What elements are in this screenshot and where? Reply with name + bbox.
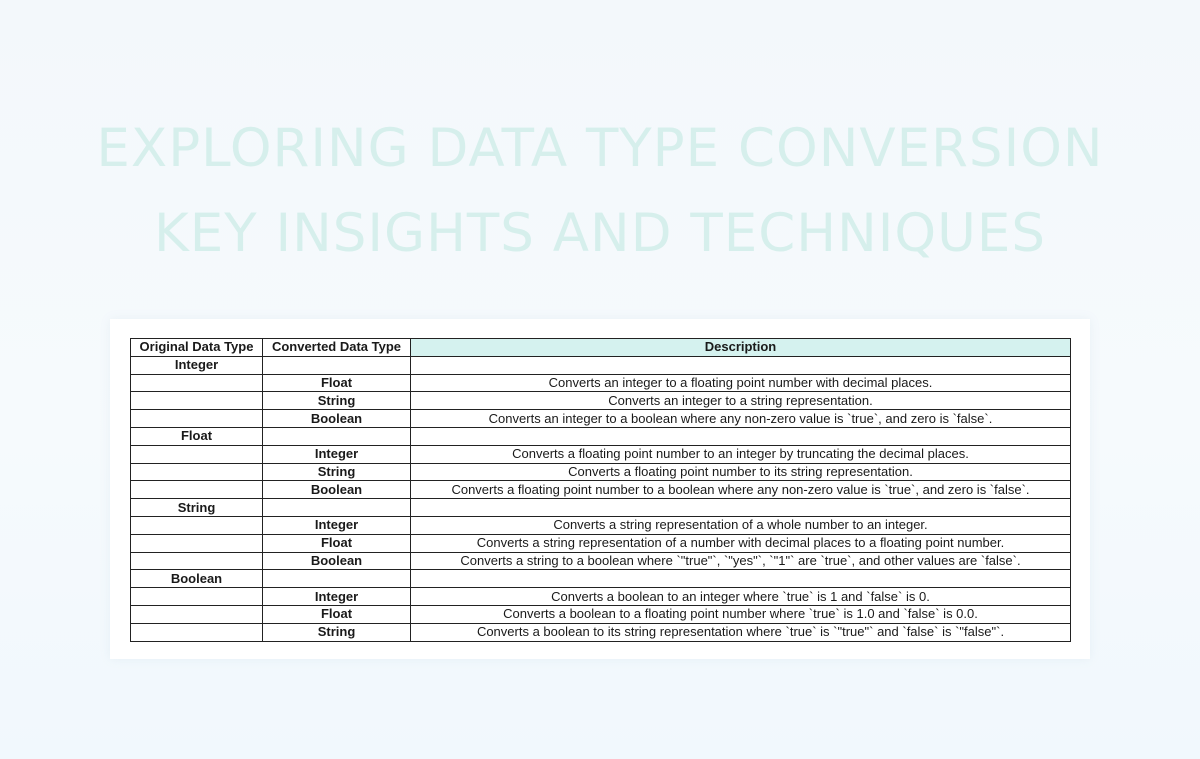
table-header-row xyxy=(131,339,1071,357)
cell-converted-type: Float xyxy=(263,534,411,552)
cell-original-type xyxy=(131,481,263,499)
cell-description: Converts an integer to a floating point number with decimal places. xyxy=(411,374,1071,392)
cell-converted-type: Float xyxy=(263,605,411,623)
cell-original-type: Boolean xyxy=(131,570,263,588)
cell-original-type xyxy=(131,392,263,410)
table-row xyxy=(131,499,1071,517)
cell-converted-type: String xyxy=(263,623,411,641)
table-row xyxy=(131,570,1071,588)
cell-converted-type: Integer xyxy=(263,516,411,534)
cell-description: Converts a boolean to its string representation where `true` is `"true"` and `false` is `"false"`. xyxy=(411,623,1071,641)
cell-original-type xyxy=(131,623,263,641)
cell-converted-type xyxy=(263,499,411,517)
table-row xyxy=(131,410,1071,428)
cell-description: Converts an integer to a string representation. xyxy=(411,392,1071,410)
header-original-type: Original Data Type xyxy=(131,339,263,357)
header-description: Description xyxy=(411,339,1071,357)
cell-original-type xyxy=(131,605,263,623)
table-row xyxy=(131,374,1071,392)
table-row xyxy=(131,588,1071,606)
page-title-line-2: KEY INSIGHTS AND TECHNIQUES xyxy=(153,203,1046,264)
cell-description: Converts a boolean to an integer where `true` is 1 and `false` is 0. xyxy=(411,588,1071,606)
cell-original-type: Integer xyxy=(131,356,263,374)
cell-original-type: String xyxy=(131,499,263,517)
cell-original-type xyxy=(131,588,263,606)
cell-description: Converts a boolean to a floating point number where `true` is 1.0 and `false` is 0.0. xyxy=(411,605,1071,623)
cell-converted-type: Boolean xyxy=(263,552,411,570)
table-row xyxy=(131,623,1071,641)
cell-description: Converts an integer to a boolean where any non-zero value is `true`, and zero is `false`. xyxy=(411,410,1071,428)
cell-original-type xyxy=(131,445,263,463)
page-title-line-1: EXPLORING DATA TYPE CONVERSION xyxy=(96,118,1104,179)
cell-converted-type: Boolean xyxy=(263,410,411,428)
table-row xyxy=(131,552,1071,570)
table-row xyxy=(131,392,1071,410)
cell-description: Converts a floating point number to its string representation. xyxy=(411,463,1071,481)
cell-description xyxy=(411,570,1071,588)
table-card xyxy=(110,319,1090,659)
cell-converted-type xyxy=(263,356,411,374)
cell-converted-type: String xyxy=(263,463,411,481)
table-row xyxy=(131,463,1071,481)
cell-original-type xyxy=(131,374,263,392)
cell-description xyxy=(411,356,1071,374)
table-row xyxy=(131,605,1071,623)
cell-converted-type: Boolean xyxy=(263,481,411,499)
cell-original-type xyxy=(131,463,263,481)
cell-original-type: Float xyxy=(131,427,263,445)
table-row xyxy=(131,427,1071,445)
table-row xyxy=(131,534,1071,552)
cell-description xyxy=(411,499,1071,517)
cell-original-type xyxy=(131,534,263,552)
cell-converted-type xyxy=(263,570,411,588)
conversion-table xyxy=(130,338,1071,642)
cell-converted-type: Float xyxy=(263,374,411,392)
cell-original-type xyxy=(131,552,263,570)
table-row xyxy=(131,356,1071,374)
cell-converted-type: Integer xyxy=(263,445,411,463)
cell-description: Converts a string representation of a whole number to an integer. xyxy=(411,516,1071,534)
table-row xyxy=(131,445,1071,463)
cell-converted-type xyxy=(263,427,411,445)
cell-description: Converts a string representation of a number with decimal places to a floating point number. xyxy=(411,534,1071,552)
table-row xyxy=(131,516,1071,534)
cell-description xyxy=(411,427,1071,445)
cell-description: Converts a floating point number to a boolean where any non-zero value is `true`, and zero is `false`. xyxy=(411,481,1071,499)
cell-original-type xyxy=(131,410,263,428)
cell-original-type xyxy=(131,516,263,534)
cell-description: Converts a string to a boolean where `"true"`, `"yes"`, `"1"` are `true`, and other values are `false`. xyxy=(411,552,1071,570)
cell-converted-type: String xyxy=(263,392,411,410)
table-body xyxy=(131,356,1071,641)
header-converted-type: Converted Data Type xyxy=(263,339,411,357)
table-row xyxy=(131,481,1071,499)
cell-description: Converts a floating point number to an integer by truncating the decimal places. xyxy=(411,445,1071,463)
cell-converted-type: Integer xyxy=(263,588,411,606)
